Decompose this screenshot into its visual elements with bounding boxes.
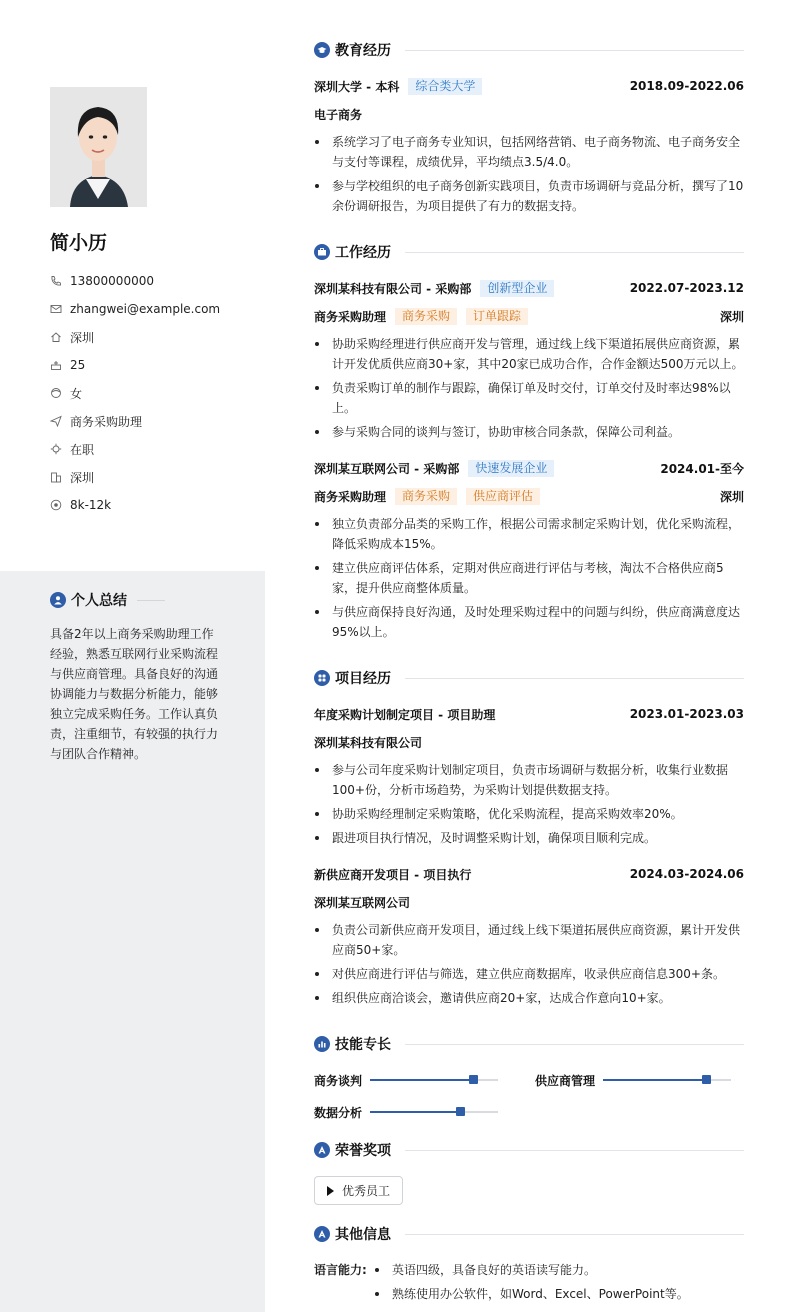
work-heading [314,242,744,262]
send-icon [50,415,62,427]
info-text: 8k-12k [70,498,112,512]
other-section [314,1224,744,1304]
info-text: zhangwei@example.com [70,302,221,316]
city-icon [50,471,62,483]
list-item: 参与学校组织的电子商务创新实践项目，负责市场调研与竞品分析，撰写了10余份调研报告，为项目提供了有力的数据支持。 [314,176,744,216]
other-heading [314,1224,744,1244]
list-item: 英语四级，具备良好的英语读写能力。 [374,1260,689,1280]
awards-heading [314,1140,744,1160]
avatar [50,87,147,207]
job-bullets [314,334,744,442]
home-icon [50,331,62,343]
job-role-row [314,486,744,506]
skill-tag: 商务采购 [395,488,457,505]
skill-bar-fill [370,1111,461,1113]
list-item: 跟进项目执行情况，及时调整采购计划，确保项目顺利完成。 [314,828,744,848]
education-title: 教育经历 [335,43,391,59]
summary-heading [50,590,165,610]
other-title: 其他信息 [335,1227,391,1243]
divider [405,1234,744,1235]
gender-icon [50,387,62,399]
project-org: 深圳某科技有限公司 [314,735,423,750]
projects-section [314,668,744,1008]
skill-label: 数据分析 [314,1105,363,1120]
divider [405,252,744,253]
info-row-status [50,435,260,463]
list-item: 建立供应商评估体系，定期对供应商进行评估与考核，淘汰不合格供应商5家，提升供应商整体质量。 [314,558,744,598]
project-bullets [314,920,744,1008]
summary-title: 个人总结 [71,593,127,609]
skill-bar-fill [370,1079,474,1081]
profile-name: 简小历 [50,232,108,254]
company-tag: 快速发展企业 [468,460,554,477]
skill-label: 供应商管理 [535,1073,596,1088]
education-bullets [314,132,744,216]
info-text: 13800000000 [70,274,154,288]
skill-bar-fill [603,1079,707,1081]
skill-bar [603,1079,731,1081]
job-bullets [314,514,744,642]
award-chip [314,1176,403,1205]
info-row-home [50,323,260,351]
summary-text: 具备2年以上商务采购助理工作经验，熟悉互联网行业采购流程与供应商管理。具备良好的沟通协调能力与数据分析能力，能够独立完成采购任务。工作认真负责，注重细节，有较强的执行力与团队合作精神。 [50,627,219,761]
list-item: 对供应商进行评估与筛选，建立供应商数据库，收录供应商信息300+条。 [314,964,744,984]
user-icon [50,592,66,608]
project-bullets [314,760,744,848]
company-name: 深圳某科技有限公司 - 采购部 [314,281,472,296]
awards-title: 荣誉奖项 [335,1143,391,1159]
info-row-salary [50,491,260,519]
skill-tag: 订单跟踪 [466,308,528,325]
info-text: 深圳 [70,330,95,345]
project-org: 深圳某互联网公司 [314,895,411,910]
job-role: 商务采购助理 [314,489,387,504]
divider [405,1044,744,1045]
company-tag: 创新型企业 [480,280,554,297]
education-heading [314,40,744,60]
awards-section [314,1140,744,1205]
divider [405,678,744,679]
bar-chart-icon [314,1036,330,1052]
divider [405,50,744,51]
list-item: 协助采购经理制定采购策略，优化采购流程，提高采购效率20%。 [314,804,744,824]
project-row [314,704,744,724]
mail-icon [50,303,62,315]
job-role-row [314,306,744,326]
job-row [314,458,744,478]
play-icon [327,1186,334,1196]
skill-bar [370,1111,498,1113]
project-date: 2023.01-2023.03 [629,707,744,721]
school-name: 深圳大学 - 本科 [314,79,400,94]
skills-section [314,1034,744,1122]
status-icon [50,443,62,455]
skill-label: 商务谈判 [314,1073,363,1088]
contact-info-list [50,267,260,519]
skills-title: 技能专长 [335,1037,391,1053]
info-text: 25 [70,358,86,372]
skill-bar [370,1079,498,1081]
project-name: 年度采购计划制定项目 - 项目助理 [314,707,496,722]
project-row [314,864,744,884]
list-item: 熟练使用办公软件，如Word、Excel、PowerPoint等。 [374,1284,689,1304]
divider [405,1150,744,1151]
company-name: 深圳某互联网公司 - 采购部 [314,461,460,476]
info-row-gender [50,379,260,407]
sidebar [0,0,265,1312]
job-role: 商务采购助理 [314,309,387,324]
briefcase-icon [314,244,330,260]
education-row [314,76,744,96]
work-section [314,242,744,642]
school-tag: 综合类大学 [408,78,482,95]
other-label: 语言能力: [314,1263,367,1277]
skill-tag: 商务采购 [395,308,457,325]
info-text: 女 [70,386,83,401]
skills-heading [314,1034,744,1054]
info-row-city [50,463,260,491]
award-icon [314,1142,330,1158]
list-item: 与供应商保持良好沟通，及时处理采购过程中的问题与纠纷，供应商满意度达95%以上。 [314,602,744,642]
info-text: 商务采购助理 [70,414,143,429]
info-row-age [50,351,260,379]
list-item: 参与采购合同的谈判与签订，协助审核合同条款，保障公司利益。 [314,422,744,442]
list-item: 协助采购经理进行供应商开发与管理，通过线上线下渠道拓展供应商资源，累计开发优质供应商30+家，其中20家已成功合作，合作金额达500万元以上。 [314,334,744,374]
job-city: 深圳 [719,309,744,324]
salary-icon [50,499,62,511]
info-row-email [50,295,260,323]
graduation-cap-icon [314,42,330,58]
info-row-position [50,407,260,435]
skill-item [314,1102,744,1122]
project-date: 2024.03-2024.06 [629,867,744,881]
other-bullets [374,1260,689,1304]
job-city: 深圳 [719,489,744,504]
projects-heading [314,668,744,688]
job-row [314,278,744,298]
education-date: 2018.09-2022.06 [629,79,744,93]
list-item: 系统学习了电子商务专业知识，包括网络营销、电子商务物流、电子商务安全与支付等课程，成绩优异，平均绩点3.5/4.0。 [314,132,744,172]
grid-icon [314,670,330,686]
education-section [314,40,744,216]
skill-item [314,1070,498,1090]
info-row-phone [50,267,260,295]
work-title: 工作经历 [335,245,391,261]
divider [137,600,165,601]
major: 电子商务 [314,107,363,122]
info-icon [314,1226,330,1242]
skill-bar-knob [702,1075,711,1084]
list-item: 参与公司年度采购计划制定项目，负责市场调研与数据分析，收集行业数据100+份，分析市场趋势，为采购计划提供数据支持。 [314,760,744,800]
list-item: 负责采购订单的制作与跟踪，确保订单及时交付，订单交付及时率达98%以上。 [314,378,744,418]
phone-icon [50,275,62,287]
job-date: 2024.01-至今 [660,461,744,476]
skill-bar-knob [456,1107,465,1116]
job-date: 2022.07-2023.12 [629,281,744,295]
list-item: 独立负责部分品类的采购工作，根据公司需求制定采购计划，优化采购流程，降低采购成本15%。 [314,514,744,554]
award-label: 优秀员工 [342,1184,391,1198]
age-icon [50,359,62,371]
project-name: 新供应商开发项目 - 项目执行 [314,867,472,882]
skill-tag: 供应商评估 [466,488,540,505]
skill-bar-knob [469,1075,478,1084]
info-text: 在职 [70,442,95,457]
list-item: 组织供应商洽谈会，邀请供应商20+家，达成合作意向10+家。 [314,988,744,1008]
info-text: 深圳 [70,470,95,485]
list-item: 负责公司新供应商开发项目，通过线上线下渠道拓展供应商资源，累计开发供应商50+家。 [314,920,744,960]
projects-title: 项目经历 [335,671,391,687]
skill-item [535,1070,731,1090]
